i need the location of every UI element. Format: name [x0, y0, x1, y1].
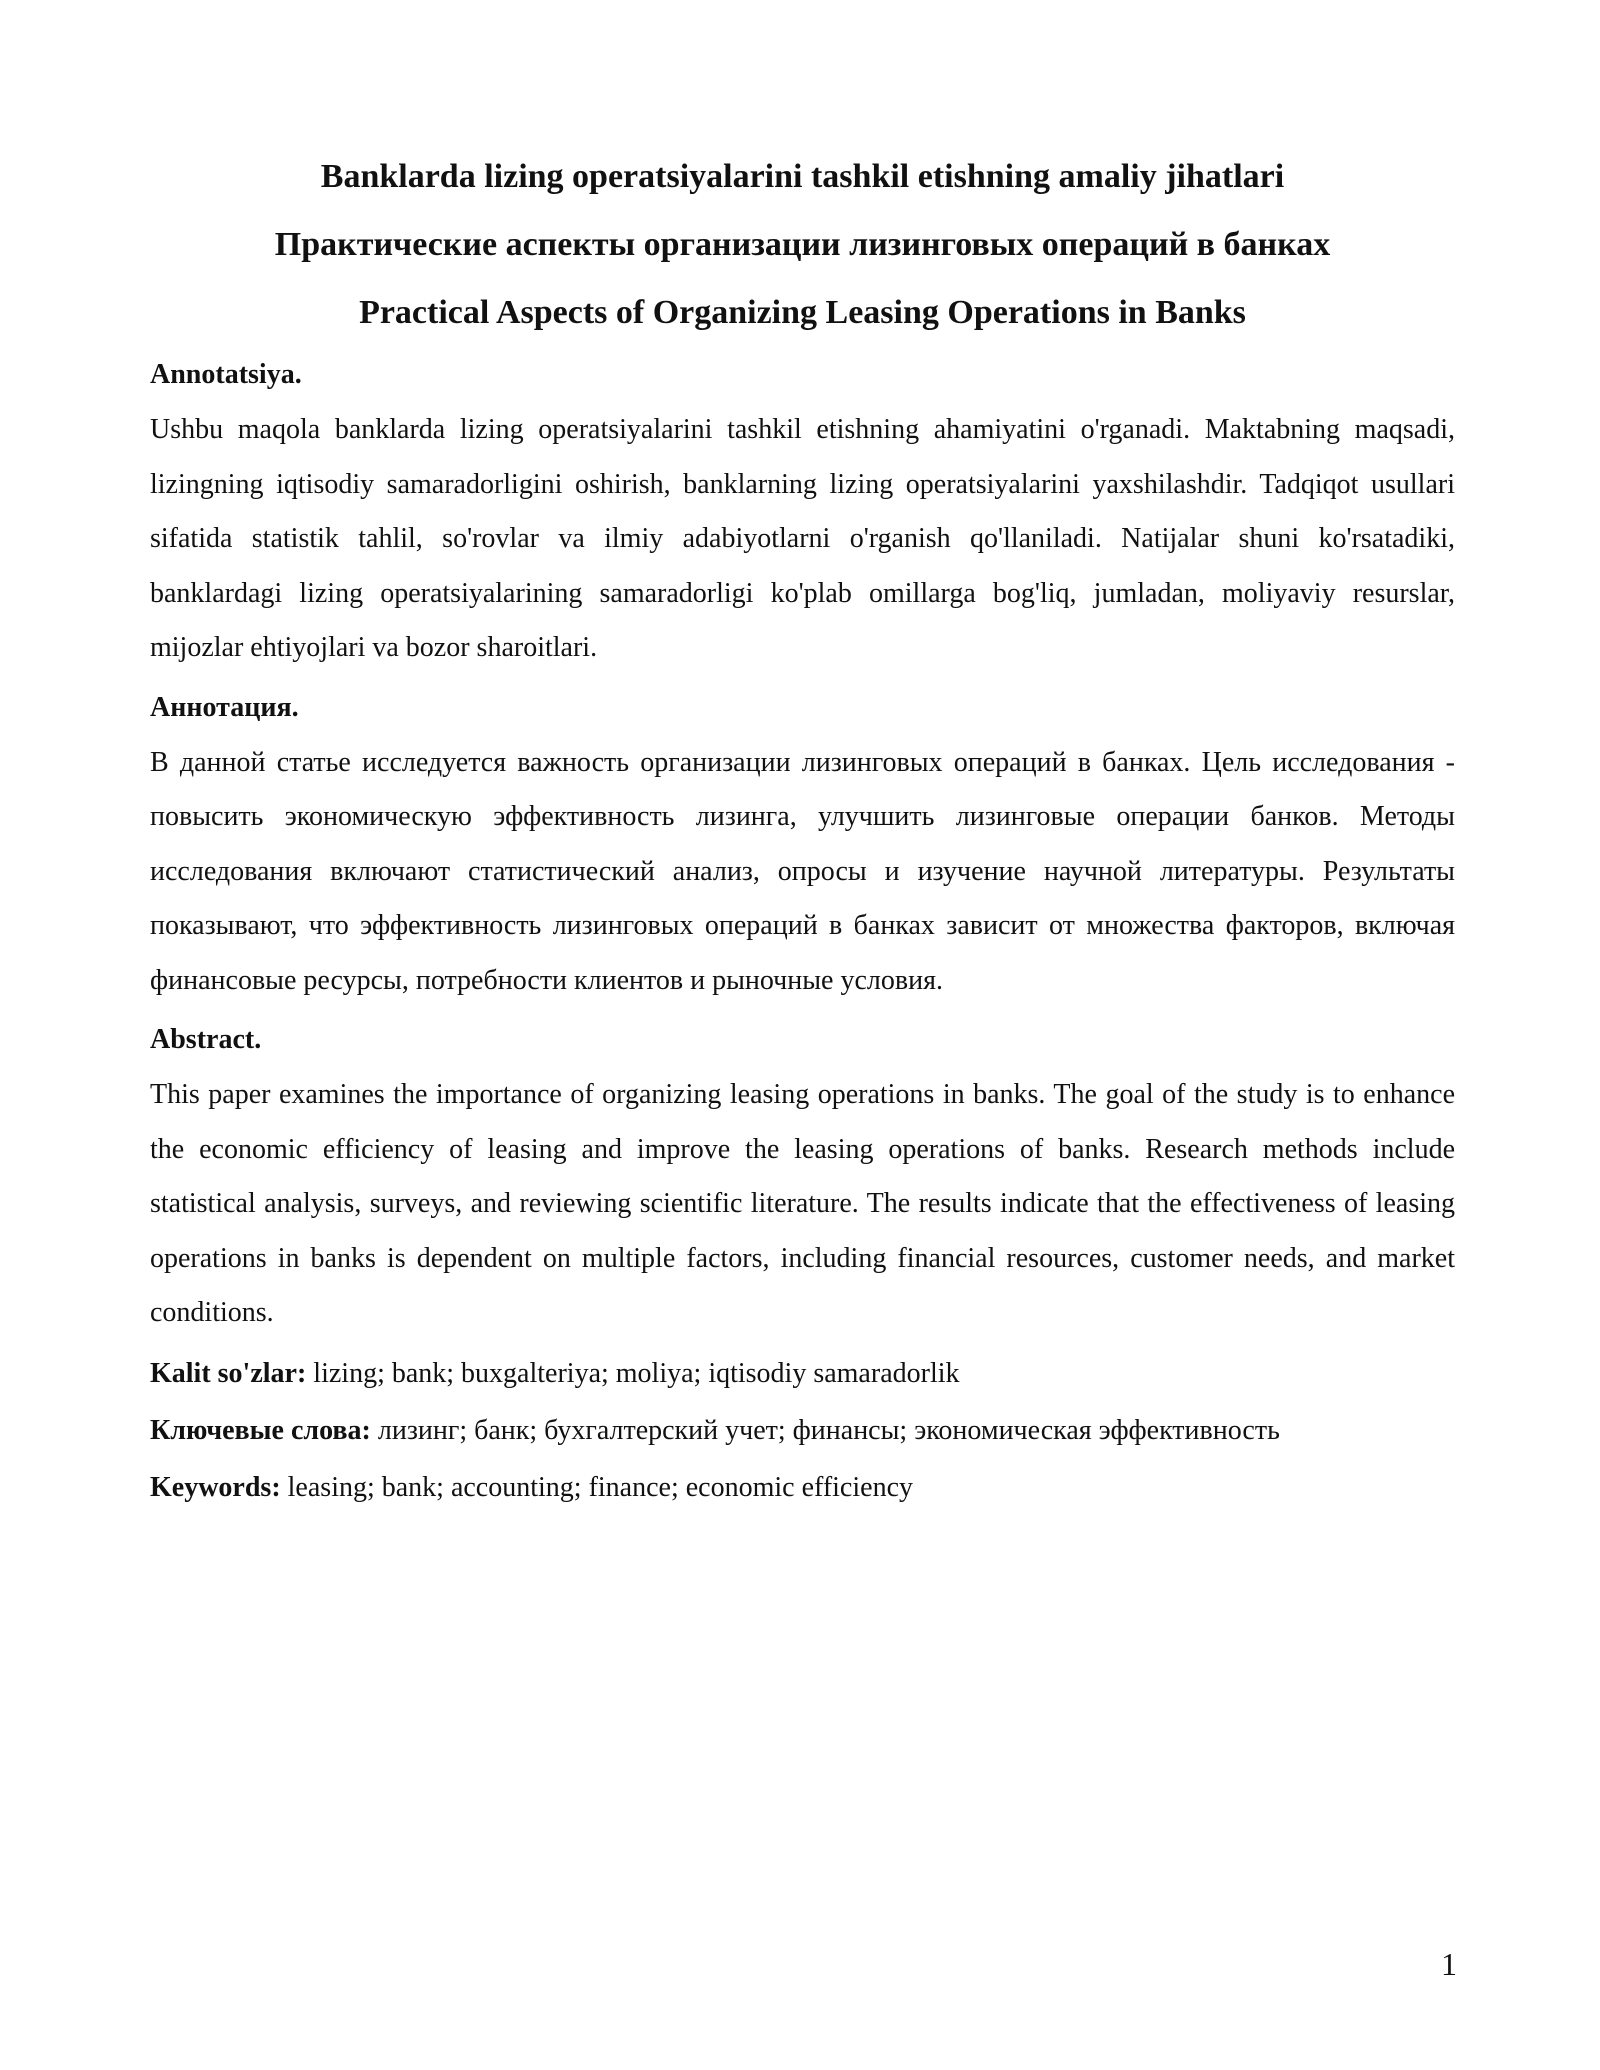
abstract-english-heading: Abstract.: [150, 1024, 262, 1055]
abstract-russian-heading: Аннотация.: [150, 691, 299, 723]
page-number: 1: [1441, 1946, 1457, 1982]
keywords-russian-value: лизинг; банк; бухгалтерский учет; финансы; экономическая эффективность: [370, 1414, 1280, 1446]
keywords-uzbek-value: lizing; bank; buxgalteriya; moliya; iqtisodiy samaradorlik: [306, 1357, 960, 1389]
keywords-uzbek: [150, 1345, 1455, 1402]
abstract-uzbek: [150, 347, 1455, 676]
keywords-block: [150, 1345, 1455, 1516]
abstract-english: [150, 1012, 1455, 1341]
keywords-russian: [150, 1402, 1455, 1459]
keywords-english-value: leasing; bank; accounting; finance; economic efficiency: [280, 1471, 913, 1503]
abstract-russian: [150, 680, 1455, 1009]
keywords-english: [150, 1459, 1455, 1516]
keywords-russian-label: Ключевые слова:: [150, 1414, 371, 1446]
keywords-english-label: Keywords:: [150, 1471, 281, 1503]
title-english: Practical Aspects of Organizing Leasing Operations in Banks: [359, 294, 1246, 331]
page-content: [150, 143, 1455, 1516]
abstract-uzbek-heading: Annotatsiya.: [150, 359, 302, 390]
title-russian: Практические аспекты организации лизинговых операций в банках: [274, 226, 1331, 263]
abstract-uzbek-text: Ushbu maqola banklarda lizing operatsiyalarini tashkil etishning ahamiyatini o'rganadi. Maktabning maqsadi, lizingning iqtisodiy samaradorligini oshirish, banklarning lizing operatsiyalarini yaxshilashdir. Tadqiqot usullari sifatida statistik tahlil, so'rovlar va ilmiy adabiyotlarni o'rganish qo'llaniladi. Natijalar shuni ko'rsatadiki, banklardagi lizing operatsiyalarining samaradorligi ko'plab omillarga bog'liq, jumladan, moliyaviy resurslar, mijozlar ehtiyojlari va bozor sharoitlari.: [150, 414, 1455, 663]
title-uzbek: Banklarda lizing operatsiyalarini tashkil etishning amaliy jihatlari: [320, 158, 1285, 195]
abstract-english-text: This paper examines the importance of organizing leasing operations in banks. The goal of the study is to enhance the economic efficiency of leasing and improve the leasing operations of banks. Research methods include statistical analysis, surveys, and reviewing scientific literature. The results indicate that the effectiveness of leasing operations in banks is dependent on multiple factors, including financial resources, customer needs, and market conditions.: [150, 1079, 1455, 1328]
keywords-uzbek-label: Kalit so'zlar:: [150, 1357, 307, 1389]
abstract-russian-text: В данной статье исследуется важность организации лизинговых операций в банках. Цель исследования - повысить экономическую эффективность лизинга, улучшить лизинговые операции банков. Методы исследования включают статистический анализ, опросы и изучение научной литературы. Результаты показывают, что эффективность лизинговых операций в банках зависит от множества факторов, включая финансовые ресурсы, потребности клиентов и рыночные условия.: [150, 746, 1455, 996]
